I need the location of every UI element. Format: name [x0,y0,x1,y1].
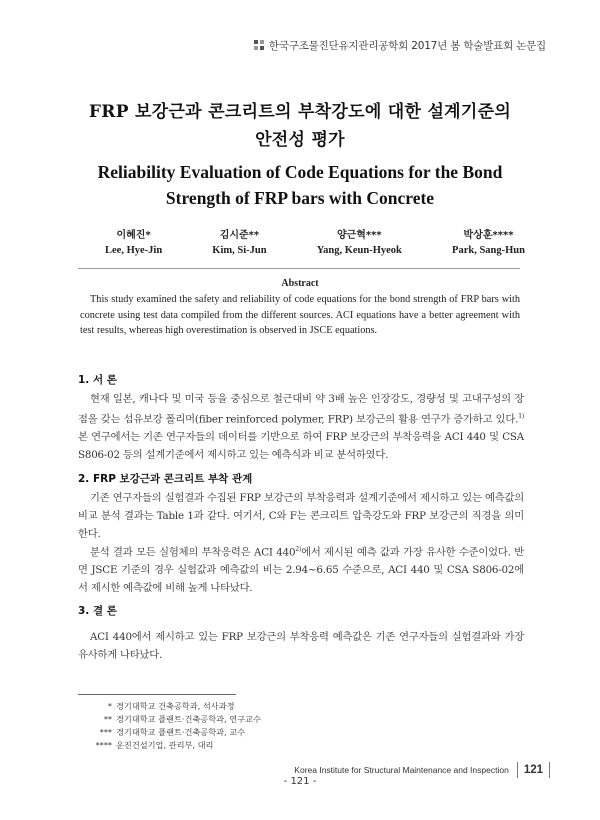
author-1 [105,228,162,258]
section-2-paragraph-2 [78,541,524,597]
title-korean-line1: FRP 보강근과 콘크리트의 부착강도에 대한 설계기준의 [88,102,512,122]
section-1-heading: 1. 서 론 [78,374,117,386]
title-english-line2: Strength of FRP bars with Concrete [165,188,435,208]
footnote [78,726,261,739]
proceedings-title: 한국구조물진단유지관리공학회 2017년 봄 학술발표회 논문집 [268,40,546,52]
footnote-mark: * [107,701,112,711]
title-divider [78,268,520,269]
section-1-text-cont: 본 연구에서는 기존 연구자들의 데이터를 기반으로 하여 FRP 보강근의 부착응력을 ACI 440 및 CSA S806-02 등의 설계기준에서 제시하고 있는 예측식과 비교 분석하였다. [78,431,524,462]
citation-1: 1) [518,413,524,420]
footnote [78,713,261,726]
author-4 [452,228,525,258]
footer-page-number: 121 [523,764,543,776]
footnote-text: 경기대학교 플랜트·건축공학과, 연구교수 [116,714,261,724]
author-2 [212,228,266,258]
author-name-ko: 이혜진* [116,230,151,241]
author-name-ko: 양근혁*** [336,230,382,241]
proceedings-header [254,38,546,53]
author-name-en: Lee, Hye-Jin [105,245,163,256]
footnote-mark: ** [103,714,112,724]
footnote-mark: **** [95,740,112,750]
title-korean-line2: 안전성 평가 [255,130,345,150]
section-3-paragraph: ACI 440에서 제시하고 있는 FRP 보강근의 부착응력 예측값은 기존 연구자들의 실험결과와 가장 유사하게 나타났다. [78,631,524,661]
section-2-text-cont: 에서 제시된 예측 값과 가장 유사한 수준이었다. 반면 JSCE 기준의 경우 실험값과 예측값의 비는 2.94~6.65 수준으로, ACI 440 및 CSA S806-02에서 제시한 예측값에 비해 높게 나타났다. [78,546,524,595]
page-number-center: - 121 - [283,776,317,787]
footnote-divider [78,694,236,695]
ornament-icon [254,40,265,51]
section-1-text: 현재 일본, 캐나다 및 미국 등을 중심으로 철근대비 약 3배 높은 인장강도, 경량성 및 고내구성의 장점을 갖는 섬유보강 폴리머(fiber reinforced polymer, FRP) 보강근의 활용 연구가 증가하고 있다. [78,393,524,426]
section-3-heading: 3. 결 론 [78,605,117,617]
footnote-text: 운진건설기업, 관리부, 대리 [116,740,214,750]
abstract-text: This study examined the safety and reliability of code equations for the bond strength of FRP bars with concrete using test data compiled from the different sources. ACI equations have a better agreement with test results, whereas high overestimation is observed in JSCE equations. [80,294,520,336]
footnote [78,739,261,752]
author-3 [317,228,402,258]
abstract-heading: Abstract [281,278,319,289]
footer-institute: Korea Institute for Structural Maintenance and Inspection [294,765,509,775]
author-name-en: Park, Sang-Hun [452,245,525,256]
section-2-heading: 2. FRP 보강근과 콘크리트 부착 관계 [78,473,253,485]
author-name-en: Yang, Keun-Hyeok [316,245,402,256]
author-name-ko: 박상훈**** [463,230,514,241]
title-english-line1: Reliability Evaluation of Code Equations for the Bond [97,162,503,182]
author-name-ko: 김시준** [219,230,260,241]
footnote-text: 경기대학교 건축공학과, 석사과정 [116,701,235,711]
citation-2: 2) [295,546,302,553]
author-list [105,228,525,258]
section-2-paragraph-1: 기존 연구자들의 실험결과 수집된 FRP 보강근의 부착응력과 설계기준에서 제시하고 있는 예측값의 비교 분석 결과는 Table 1과 같다. 여기서, C와 F는 콘크리트 압축강도와 FRP 보강근의 직경을 의미한다. [78,492,524,540]
footnotes [78,700,261,752]
section-1-paragraph [78,390,524,464]
footnote [78,700,261,713]
section-2-text: 분석 결과 모든 실험체의 부착응력은 ACI 440 [90,546,296,559]
footnote-text: 경기대학교 플랜트·건축공학과, 교수 [116,727,246,737]
author-name-en: Kim, Si-Jun [212,245,267,256]
footnote-mark: *** [99,727,112,737]
